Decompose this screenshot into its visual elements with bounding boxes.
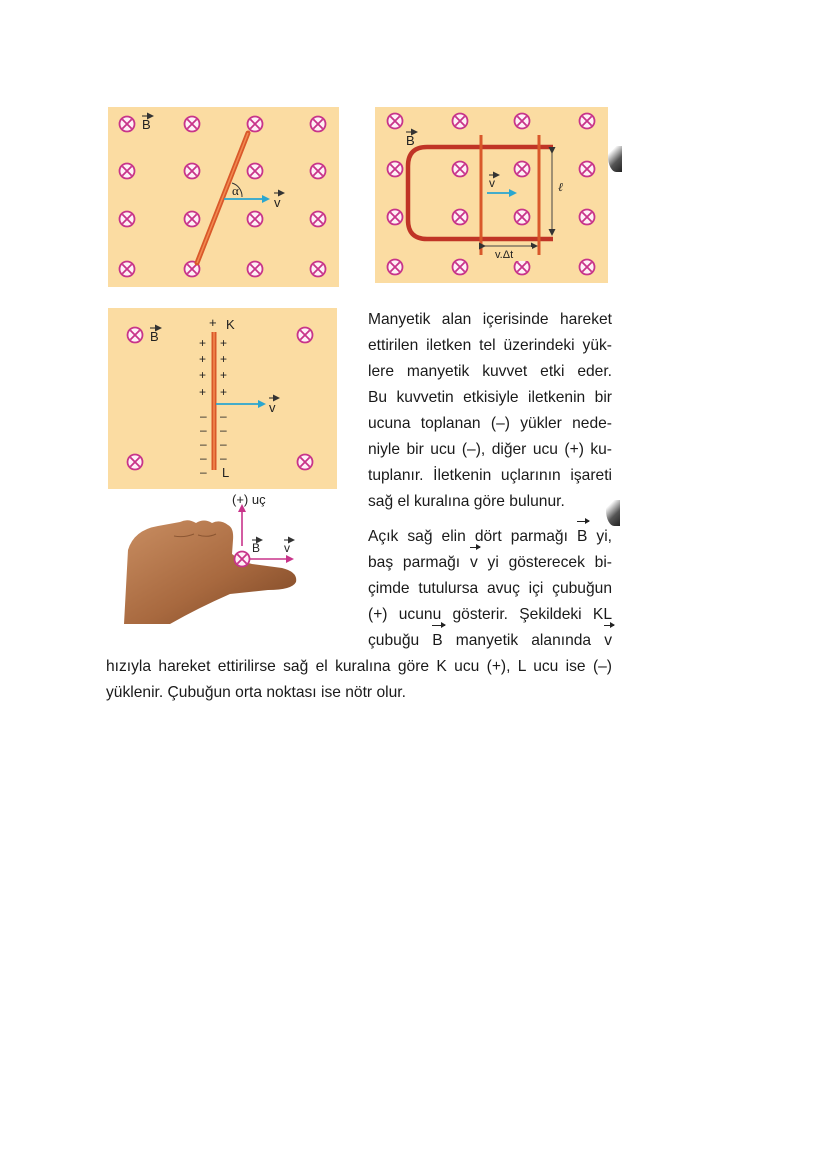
figure-rod-angle: [108, 107, 339, 287]
paragraph-line: Manyetik alan içerisinde hareket: [368, 311, 612, 328]
field-into-page-icon: [580, 260, 595, 275]
minus-sign: –: [200, 409, 207, 423]
field-into-page-icon: [453, 260, 468, 275]
vector-v-symbol: v: [604, 628, 612, 654]
minus-sign: –: [220, 423, 227, 437]
plus-sign: +: [199, 385, 207, 399]
field-into-page-icon: [388, 162, 403, 177]
page-edge-mark: [606, 500, 620, 526]
end-label-l: L: [222, 465, 230, 480]
field-into-page-icon: [128, 328, 143, 343]
length-label: ℓ: [558, 180, 563, 194]
paragraph-magnetic-force: [368, 307, 612, 515]
minus-sign: –: [200, 437, 207, 451]
velocity-label: v: [274, 195, 281, 210]
field-into-page-icon: [248, 117, 263, 132]
plus-sign: +: [199, 368, 207, 382]
field-into-page-icon: [298, 455, 313, 470]
page-edge-mark: [608, 146, 622, 172]
field-into-page-icon: [128, 455, 143, 470]
field-into-page-icon: [311, 164, 326, 179]
plus-sign: +: [220, 368, 228, 382]
figure-charged-rod: [108, 308, 337, 489]
minus-sign: –: [220, 437, 227, 451]
paragraph-line: sağ el kuralına göre bulunur.: [368, 493, 565, 510]
field-into-page-icon: [515, 260, 530, 275]
plus-sign: +: [199, 352, 207, 366]
field-label: B: [150, 329, 159, 344]
field-into-page-icon: [515, 210, 530, 225]
paragraph-line: niyle bir ucu (–), diğer ucu (+) ku-: [368, 441, 612, 458]
field-into-page-icon: [248, 212, 263, 227]
field-into-page-icon: [515, 162, 530, 177]
rod-top-plus: +: [209, 315, 217, 330]
plus-sign: +: [220, 385, 228, 399]
paragraph-line: Açık sağ elin dört parmağı B yi,: [368, 524, 612, 550]
field-into-page-icon: [388, 260, 403, 275]
minus-sign: –: [220, 451, 227, 465]
rod-bottom-minus: –: [200, 465, 207, 479]
paragraph-line: hızıyla hareket ettirilirse sağ el kuralına göre K ucu (+), L ucu ise (–): [106, 658, 612, 675]
field-into-page-icon: [185, 164, 200, 179]
plus-sign: +: [220, 336, 228, 350]
field-into-page-icon: [185, 117, 200, 132]
plus-sign: +: [199, 336, 207, 350]
field-into-page-icon: [185, 212, 200, 227]
paragraph-line: çimde tutulursa avuç içi çubuğun: [368, 580, 612, 597]
velocity-label: v: [269, 400, 276, 415]
field-into-page-icon: [120, 212, 135, 227]
field-into-page-icon: [248, 262, 263, 277]
vector-v-symbol: v: [470, 550, 478, 576]
paragraph-line: Bu kuvvetin etkisiyle iletkenin bir: [368, 389, 612, 406]
field-into-page-icon: [453, 114, 468, 129]
field-label: B: [406, 133, 415, 148]
paragraph-line: ettirilen iletken tel üzerindeki yük-: [368, 337, 612, 354]
velocity-label: v: [489, 176, 495, 190]
field-into-page-icon: [388, 114, 403, 129]
minus-sign: –: [200, 423, 207, 437]
field-into-page-icon: [515, 114, 530, 129]
velocity-label: v: [284, 541, 290, 555]
paragraph-line: ucuna toplanan (–) yükler nede-: [368, 415, 612, 432]
end-label-k: K: [226, 317, 235, 332]
figure-right-hand-rule: [118, 488, 338, 628]
positive-end-label: (+) uç: [232, 492, 266, 507]
paragraph-right-hand-rule: [368, 524, 612, 654]
vector-b-symbol: B: [577, 524, 587, 550]
field-into-page-icon: [311, 262, 326, 277]
field-into-page-icon: [311, 117, 326, 132]
paragraph-line: tuplanır. İletkenin uçlarının işareti: [368, 467, 612, 484]
paragraph-line: yüklenir. Çubuğun orta noktası ise nötr olur.: [106, 684, 406, 701]
field-into-page-icon: [580, 162, 595, 177]
displacement-label: v.Δt: [495, 249, 514, 261]
field-into-page-icon: [120, 164, 135, 179]
field-into-page-icon: [120, 117, 135, 132]
field-into-page-icon: [453, 210, 468, 225]
field-into-page-icon: [453, 162, 468, 177]
paragraph-line: çubuğu B manyetik alanında v: [368, 628, 612, 654]
minus-sign: –: [200, 451, 207, 465]
vector-b-symbol: B: [432, 628, 442, 654]
plus-sign: +: [220, 352, 228, 366]
field-into-page-icon: [235, 552, 250, 567]
field-into-page-icon: [580, 210, 595, 225]
field-into-page-icon: [248, 164, 263, 179]
minus-sign: –: [220, 409, 227, 423]
field-into-page-icon: [298, 328, 313, 343]
paragraph-line: lere manyetik kuvvet etki eder.: [368, 363, 612, 380]
rod-highlight: [197, 133, 248, 263]
paragraph-line: baş parmağı v yi gösterecek bi-: [368, 550, 612, 576]
field-into-page-icon: [388, 210, 403, 225]
field-label: B: [252, 541, 261, 555]
field-into-page-icon: [311, 212, 326, 227]
paragraph-conclusion: [106, 654, 612, 706]
field-into-page-icon: [580, 114, 595, 129]
field-into-page-icon: [120, 262, 135, 277]
field-label: B: [142, 117, 151, 132]
angle-label: α: [232, 183, 239, 198]
figure-rails-loop: [375, 107, 608, 283]
paragraph-line: (+) ucunu gösterir. Şekildeki KL: [368, 606, 612, 623]
